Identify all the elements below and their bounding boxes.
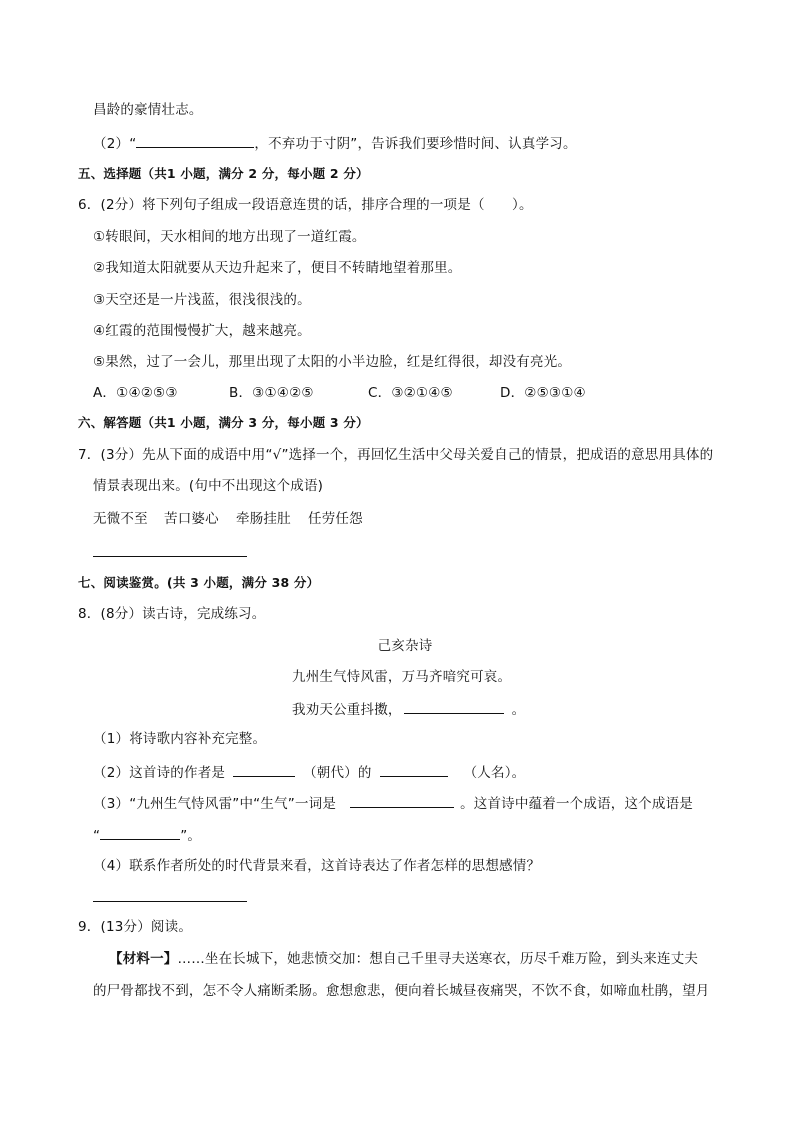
section5-heading: 五、选择题（共1 小题，满分 2 分，每小题 2 分） (78, 166, 369, 181)
q6-option-b[interactable]: B．③①④②⑤ (229, 385, 314, 401)
q8-poem-line2-suffix: 。 (511, 702, 526, 718)
q8-sub2-blank-dynasty[interactable] (233, 762, 295, 777)
q9-material-label: 【材料一】 (109, 951, 178, 967)
q8-sub3-prefix: （3）“九州生气恃风雷”中“生气”一词是 (93, 796, 337, 812)
q8-sub3-blank-idiom[interactable] (100, 825, 180, 840)
q6-sentence-2: ②我知道太阳就要从天边升起来了，便目不转睛地望着那里。 (93, 260, 462, 276)
q6-sentence-1: ①转眼间，天水相间的地方出现了一道红霞。 (93, 229, 366, 245)
q7-idiom-1[interactable]: 无微不至 (93, 511, 148, 527)
q4-item2-blank[interactable] (136, 133, 254, 148)
q8-sub2-suffix: （人名）。 (463, 765, 526, 781)
q7-idiom-2[interactable]: 苦口婆心 (164, 511, 219, 527)
q8-sub2-prefix: （2）这首诗的作者是 (93, 765, 226, 781)
q8-stem: 8．(8分）读古诗，完成练习。 (78, 606, 266, 622)
q6-sentence-5: ⑤果然，过了一会儿，那里出现了太阳的小半边脸，红是红得很，却没有亮光。 (93, 354, 572, 370)
q8-sub3-line2 (93, 825, 201, 845)
q9-material-line1 (109, 950, 698, 968)
q9-material-text1: ……坐在长城下，她悲愤交加：想自己千里寻夫送寒衣，历尽千难万险，到头来连丈夫 (177, 951, 699, 967)
q6-option-c[interactable]: C．③②①④⑤ (368, 385, 453, 401)
q4-item2 (93, 133, 577, 153)
q7-stem-line1: 7．(3分）先从下面的成语中用“√”选择一个，再回忆生活中父母关爱自己的情景，把成语的意思用具体的 (78, 447, 714, 463)
q8-poem-line2 (292, 699, 525, 719)
q8-sub3 (93, 793, 693, 813)
q8-poem-line2-prefix: 我劝天公重抖擞， (292, 702, 402, 718)
q6-stem: 6．(2分）将下列句子组成一段语意连贯的话，排序合理的一项是（ ）。 (78, 197, 533, 213)
q8-answer-line[interactable] (93, 901, 247, 902)
q4-item2-prefix: （2）“ (93, 136, 137, 152)
section7-heading: 七、阅读鉴赏。(共 3 小题，满分 38 分） (78, 575, 320, 590)
q4-item2-suffix: ，不弃功于寸阴”，告诉我们要珍惜时间、认真学习。 (254, 136, 577, 152)
q4-prev-text: 昌龄的豪情壮志。 (93, 102, 203, 118)
q6-sentence-4: ④红霞的范围慢慢扩大，越来越亮。 (93, 323, 311, 339)
q8-sub2-blank-name[interactable] (380, 762, 448, 777)
q8-sub3-line2-prefix: “ (93, 828, 101, 844)
q7-idiom-3[interactable]: 牵肠挂肚 (236, 511, 291, 527)
q8-sub2-mid: （朝代）的 (303, 765, 372, 781)
q7-stem-line2: 情景表现出来。(句中不出现这个成语) (93, 478, 324, 494)
q8-sub2 (93, 762, 525, 782)
q8-sub3-blank-meaning[interactable] (350, 793, 454, 808)
q6-option-a[interactable]: A．①④②⑤③ (93, 385, 178, 401)
q8-sub1: （1）将诗歌内容补充完整。 (93, 731, 267, 747)
q6-option-d[interactable]: D．②⑤③①④ (500, 385, 586, 401)
q7-answer-line[interactable] (93, 556, 247, 557)
q8-sub3-line2-suffix: ”。 (180, 828, 202, 844)
q8-poem-blank[interactable] (404, 699, 504, 714)
q8-sub4: （4）联系作者所处的时代背景来看，这首诗表达了作者怎样的思想感情？ (93, 858, 541, 874)
q8-poem-title: 己亥杂诗 (377, 638, 433, 654)
q7-idiom-4[interactable]: 任劳任怨 (308, 511, 363, 527)
q8-sub3-suffix: 。这首诗中蕴着一个成语，这个成语是 (460, 796, 693, 812)
q9-material-line2: 的尸骨都找不到，怎不令人痛断柔肠。愈想愈悲，便向着长城昼夜痛哭，不饮不食，如啼血杜鹃，望月 (93, 983, 710, 999)
q8-poem-line1: 九州生气恃风雷，万马齐喑究可哀。 (292, 669, 512, 685)
q6-sentence-3: ③天空还是一片浅蓝，很浅很浅的。 (93, 292, 311, 308)
q9-stem: 9．(13分）阅读。 (78, 919, 193, 935)
section6-heading: 六、解答题（共1 小题，满分 3 分，每小题 3 分） (78, 415, 369, 430)
